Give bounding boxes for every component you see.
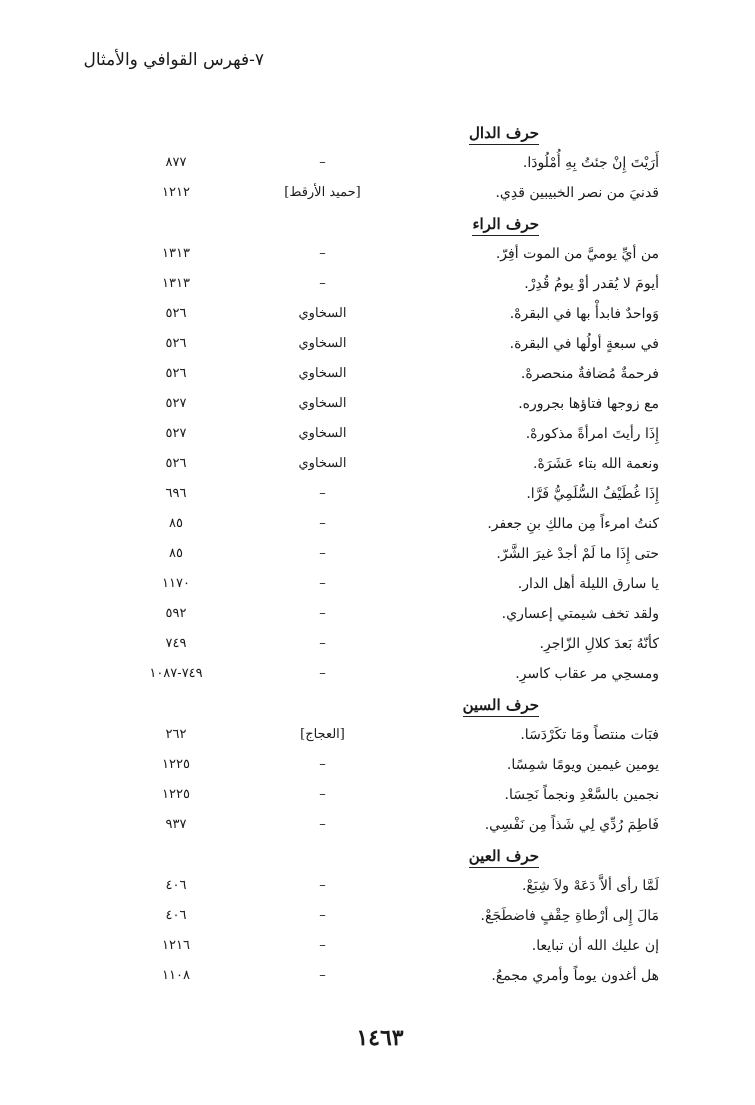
poet-name: – [319, 757, 326, 772]
page-ref: ٨٥ [169, 546, 183, 561]
index-row [0, 510, 755, 540]
poet-name: السخاوي [298, 426, 347, 441]
index-row [0, 179, 755, 209]
index-row [0, 420, 755, 450]
index-row [0, 781, 755, 811]
poet-name: [العجاج] [300, 727, 345, 742]
page-ref: ٩٣٧ [165, 817, 187, 832]
poet-name: – [319, 938, 326, 953]
index-row [0, 360, 755, 390]
poet-name: – [319, 246, 326, 261]
page-ref: ٤٠٦ [165, 908, 187, 923]
page-ref: ٦٩٦ [165, 486, 187, 501]
poet-name: – [319, 908, 326, 923]
index-row [0, 390, 755, 420]
index-row [0, 570, 755, 600]
poet-name: السخاوي [298, 456, 347, 471]
section-title: حرف الراء [472, 215, 539, 236]
verse-text: يومين غيمين ويومًا شمِسًا. [506, 757, 659, 773]
poet-name: – [319, 968, 326, 983]
page-ref: ٢٦٢ [165, 727, 187, 742]
verse-text: ومسحِي مر عقاب كاسرِ. [515, 666, 659, 682]
verse-text: فبَات منتصاً ومَا تكَرْدَسَا. [520, 727, 659, 743]
page-ref: ٥٩٢ [165, 606, 187, 621]
page-ref: ١١٠٨ [162, 968, 190, 983]
index-row [0, 962, 755, 992]
poet-name: – [319, 817, 326, 832]
poet-name: السخاوي [298, 396, 347, 411]
index-row [0, 450, 755, 480]
poet-name: – [319, 636, 326, 651]
index-row [0, 240, 755, 270]
poet-name: – [319, 576, 326, 591]
index-row [0, 721, 755, 751]
poet-name: – [319, 787, 326, 802]
page-ref: ٤٠٦ [165, 878, 187, 893]
verse-text: نجمين بالسَّعْدِ ونجماً نَحِسَا. [504, 787, 659, 803]
index-row [0, 751, 755, 781]
verse-text: فَاطِمَ رُدِّي لِي شَذاً مِن نَفْسِي. [484, 817, 659, 833]
page-ref: ١٢٢٥ [162, 757, 190, 772]
verse-text: قدنيَ من نصر الخبيبين قدِي. [495, 185, 659, 201]
poet-name: – [319, 516, 326, 531]
page-ref: ٨٧٧ [165, 155, 187, 170]
poet-name: – [319, 606, 326, 621]
page-ref: ١٣١٣ [162, 276, 190, 291]
verse-text: أَرَيْتَ إِنْ جئتُ بِهِ أُمْلُودَا. [522, 155, 659, 171]
verse-text: أيومَ لا يُقدر أوْ يومُ قُدِرْ. [524, 276, 659, 292]
verse-text: إِذَا رأيتَ امرأةً مذكورهْ. [525, 426, 659, 442]
index-row [0, 902, 755, 932]
page-ref: ٥٢٦ [165, 336, 187, 351]
section-heading [0, 118, 755, 149]
poet-name: – [319, 878, 326, 893]
index-row [0, 630, 755, 660]
section-heading [0, 209, 755, 240]
verse-text: كنتُ امرءاً مِن مالكِ بنِ جعفر. [487, 516, 659, 532]
section-heading [0, 690, 755, 721]
poet-name: – [319, 486, 326, 501]
index-row [0, 480, 755, 510]
page-ref: ١٢١٦ [162, 938, 190, 953]
index-row [0, 932, 755, 962]
index-row [0, 300, 755, 330]
poet-name: – [319, 546, 326, 561]
poet-name: السخاوي [298, 366, 347, 381]
verse-text: كأنّهُ بَعدَ كلالِ الزّاجرِ. [539, 636, 659, 652]
verse-text: ولقد تخف شيمتي إعساري. [501, 606, 659, 622]
page-ref: ٥٢٦ [165, 456, 187, 471]
header-title: ٧-فهرس القوافي والأمثال [83, 50, 264, 70]
verse-text: مع زوجها فتاؤها بجروره. [518, 396, 659, 412]
page-ref: ١٢٢٥ [162, 787, 190, 802]
verse-text: هل أغدون يوماً وأمري مجمعُ. [491, 968, 659, 984]
section-title: حرف الدال [469, 124, 539, 145]
page-ref: ١١٧٠ [162, 576, 190, 591]
section-heading [0, 841, 755, 872]
page-ref: ٨٥ [169, 516, 183, 531]
verse-text: من أيِّ يوميَّ من الموت أفِرّ. [495, 246, 659, 262]
index-row [0, 330, 755, 360]
page-ref: ٧٤٩-١٠٨٧ [149, 666, 203, 681]
section-title: حرف السين [463, 696, 539, 717]
verse-text: وَواحدٌ فابدأْ بها في البقرهْ. [509, 306, 659, 322]
index-row [0, 540, 755, 570]
index-row [0, 149, 755, 179]
verse-text: مَالَ إِلى أرْطاةِ حِقْفٍ فاضطَجَعْ. [480, 908, 659, 924]
verse-text: فرحمةٌ مُضافةٌ منحصرهْ. [520, 366, 659, 382]
poet-name: السخاوي [298, 306, 347, 321]
page-ref: ٥٢٧ [165, 396, 187, 411]
index-row [0, 811, 755, 841]
index-row [0, 600, 755, 630]
poet-name: السخاوي [298, 336, 347, 351]
page-header [84, 50, 264, 70]
index-row [0, 872, 755, 902]
section-title: حرف العين [469, 847, 539, 868]
verse-text: ونعمة الله بتاء عَشَرَهْ. [533, 456, 659, 472]
verse-text: إِذَا غُطَيْفُ السُّلَمِيُّ فَرَّا. [526, 486, 659, 502]
verse-text: إن عليك الله أن تبايعا. [531, 938, 659, 954]
verse-text: لَمَّا رأى ألاَّ دَعَهْ ولاَ شِبَعْ. [521, 878, 659, 894]
poet-name: – [319, 276, 326, 291]
page-number: ١٤٦٣ [356, 1025, 404, 1051]
verse-text: يا سارق الليلة أهل الدار. [517, 576, 659, 592]
rhyme-index-table [0, 118, 755, 992]
verse-text: حتى إِذَا ما لَمْ أجدْ غيرَ الشَّرّ. [496, 546, 659, 562]
page-ref: ١٢١٢ [162, 185, 190, 200]
page-ref: ٧٤٩ [165, 636, 187, 651]
page-ref: ٥٢٦ [165, 366, 187, 381]
index-row [0, 660, 755, 690]
poet-name: [حميد الأرقط] [284, 185, 361, 200]
poet-name: – [319, 155, 326, 170]
verse-text: في سبعةٍ أولُها في البقرة. [509, 336, 659, 352]
poet-name: – [319, 666, 326, 681]
page-ref: ٥٢٦ [165, 306, 187, 321]
page-ref: ١٣١٣ [162, 246, 190, 261]
page-ref: ٥٢٧ [165, 426, 187, 441]
index-row [0, 270, 755, 300]
